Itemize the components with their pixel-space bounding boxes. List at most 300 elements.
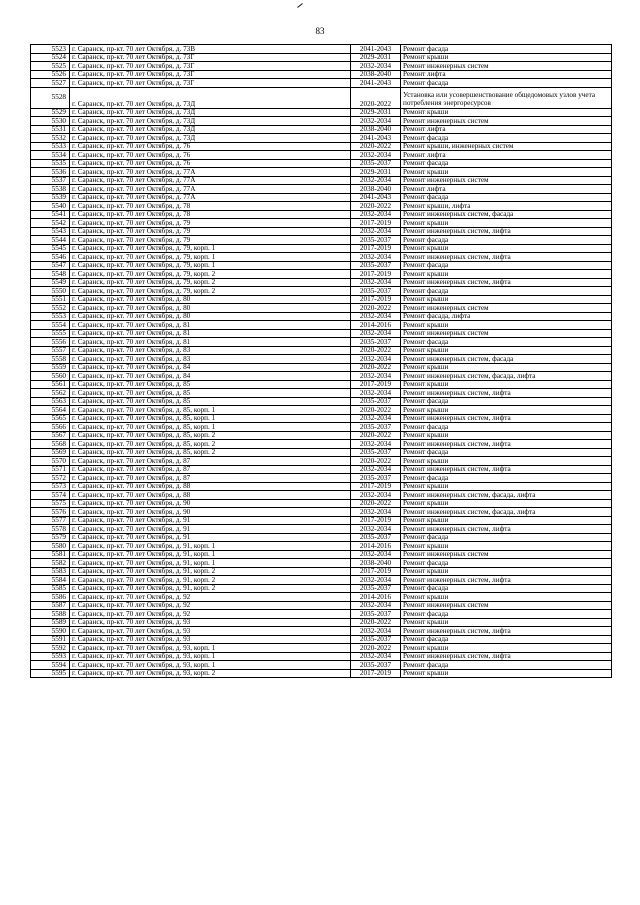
table-row [31, 593, 612, 602]
period-cell: 2035-2037 [351, 610, 401, 619]
address-cell: г. Саранск, пр-кт. 70 лет Октября, д. 79 [70, 227, 351, 236]
period-cell: 2032-2034 [351, 414, 401, 423]
work-type-cell: Ремонт инженерных систем, лифта [401, 627, 612, 636]
work-type-cell: Ремонт фасада [401, 134, 612, 143]
period-cell: 2032-2034 [351, 176, 401, 185]
table-row [31, 372, 612, 381]
work-type-cell: Ремонт фасада [401, 584, 612, 593]
row-number: 5585 [31, 584, 70, 593]
period-cell: 2032-2034 [351, 525, 401, 534]
row-number: 5534 [31, 151, 70, 160]
row-number: 5540 [31, 202, 70, 211]
row-number: 5527 [31, 79, 70, 88]
address-cell: г. Саранск, пр-кт. 70 лет Октября, д. 76 [70, 151, 351, 160]
row-number: 5578 [31, 525, 70, 534]
row-number: 5537 [31, 176, 70, 185]
address-cell: г. Саранск, пр-кт. 70 лет Октября, д. 91 [70, 533, 351, 542]
table-row [31, 329, 612, 338]
address-cell: г. Саранск, пр-кт. 70 лет Октября, д. 79, корп. 1 [70, 261, 351, 270]
work-type-cell: Ремонт крыши [401, 108, 612, 117]
table-row [31, 474, 612, 483]
address-cell: г. Саранск, пр-кт. 70 лет Октября, д. 73Г [70, 79, 351, 88]
work-type-cell: Ремонт инженерных систем, фасада, лифта [401, 508, 612, 517]
period-cell: 2014-2016 [351, 542, 401, 551]
work-type-cell: Ремонт инженерных систем [401, 329, 612, 338]
work-type-cell: Ремонт лифта [401, 70, 612, 79]
repair-schedule-table [30, 44, 612, 678]
table-row [31, 431, 612, 440]
work-type-cell: Ремонт инженерных систем, фасада, лифта [401, 491, 612, 500]
work-type-cell: Ремонт фасада [401, 193, 612, 202]
table-row [31, 168, 612, 177]
address-cell: г. Саранск, пр-кт. 70 лет Октября, д. 87 [70, 474, 351, 483]
table-row [31, 533, 612, 542]
period-cell: 2029-2031 [351, 108, 401, 117]
address-cell: г. Саранск, пр-кт. 70 лет Октября, д. 90 [70, 499, 351, 508]
period-cell: 2041-2043 [351, 45, 401, 54]
table-row [31, 652, 612, 661]
period-cell: 2032-2034 [351, 62, 401, 71]
address-cell: г. Саранск, пр-кт. 70 лет Октября, д. 91, корп. 1 [70, 542, 351, 551]
period-cell: 2020-2022 [351, 304, 401, 313]
table-row [31, 159, 612, 168]
row-number: 5550 [31, 287, 70, 296]
table-row [31, 457, 612, 466]
table-row [31, 87, 612, 108]
row-number: 5568 [31, 440, 70, 449]
period-cell: 2020-2022 [351, 499, 401, 508]
table-row [31, 380, 612, 389]
row-number: 5558 [31, 355, 70, 364]
table-row [31, 440, 612, 449]
period-cell: 2017-2019 [351, 482, 401, 491]
work-type-cell: Ремонт крыши [401, 295, 612, 304]
period-cell: 2032-2034 [351, 652, 401, 661]
row-number: 5567 [31, 431, 70, 440]
period-cell: 2035-2037 [351, 338, 401, 347]
work-type-cell: Ремонт фасада [401, 533, 612, 542]
period-cell: 2035-2037 [351, 661, 401, 670]
table-row [31, 108, 612, 117]
work-type-cell: Ремонт фасада [401, 635, 612, 644]
row-number: 5557 [31, 346, 70, 355]
period-cell: 2020-2022 [351, 618, 401, 627]
address-cell: г. Саранск, пр-кт. 70 лет Октября, д. 80 [70, 304, 351, 313]
period-cell: 2032-2034 [351, 389, 401, 398]
period-cell: 2017-2019 [351, 270, 401, 279]
row-number: 5580 [31, 542, 70, 551]
period-cell: 2032-2034 [351, 329, 401, 338]
period-cell: 2032-2034 [351, 627, 401, 636]
row-number: 5530 [31, 117, 70, 126]
table-row [31, 414, 612, 423]
address-cell: г. Саранск, пр-кт. 70 лет Октября, д. 81 [70, 338, 351, 347]
address-cell: г. Саранск, пр-кт. 70 лет Октября, д. 76 [70, 142, 351, 151]
address-cell: г. Саранск, пр-кт. 70 лет Октября, д. 91, корп. 2 [70, 584, 351, 593]
period-cell: 2014-2016 [351, 593, 401, 602]
row-number: 5566 [31, 423, 70, 432]
table-row [31, 389, 612, 398]
row-number: 5545 [31, 244, 70, 253]
table-row [31, 465, 612, 474]
address-cell: г. Саранск, пр-кт. 70 лет Октября, д. 85 [70, 389, 351, 398]
address-cell: г. Саранск, пр-кт. 70 лет Октября, д. 79 [70, 236, 351, 245]
period-cell: 2029-2031 [351, 53, 401, 62]
row-number: 5574 [31, 491, 70, 500]
address-cell: г. Саранск, пр-кт. 70 лет Октября, д. 85, корп. 2 [70, 431, 351, 440]
period-cell: 2032-2034 [351, 253, 401, 262]
row-number: 5539 [31, 193, 70, 202]
table-row [31, 270, 612, 279]
table-row [31, 321, 612, 330]
table-row [31, 550, 612, 559]
address-cell: г. Саранск, пр-кт. 70 лет Октября, д. 80 [70, 312, 351, 321]
address-cell: г. Саранск, пр-кт. 70 лет Октября, д. 78 [70, 210, 351, 219]
work-type-cell: Ремонт крыши [401, 669, 612, 678]
address-cell: г. Саранск, пр-кт. 70 лет Октября, д. 92 [70, 601, 351, 610]
table-row [31, 253, 612, 262]
table-row [31, 516, 612, 525]
row-number: 5547 [31, 261, 70, 270]
work-type-cell: Ремонт лифта [401, 151, 612, 160]
period-cell: 2035-2037 [351, 474, 401, 483]
work-type-cell: Ремонт инженерных систем [401, 550, 612, 559]
row-number: 5592 [31, 644, 70, 653]
period-cell: 2038-2040 [351, 185, 401, 194]
work-type-cell: Ремонт крыши [401, 321, 612, 330]
table-row [31, 567, 612, 576]
table-row [31, 618, 612, 627]
row-number: 5582 [31, 559, 70, 568]
work-type-cell: Ремонт крыши [401, 219, 612, 228]
row-number: 5552 [31, 304, 70, 313]
period-cell: 2032-2034 [351, 508, 401, 517]
row-number: 5579 [31, 533, 70, 542]
table-row [31, 499, 612, 508]
work-type-cell: Ремонт крыши [401, 168, 612, 177]
table-row [31, 295, 612, 304]
period-cell: 2035-2037 [351, 448, 401, 457]
table-row [31, 287, 612, 296]
address-cell: г. Саранск, пр-кт. 70 лет Октября, д. 91 [70, 516, 351, 525]
table-row [31, 610, 612, 619]
address-cell: г. Саранск, пр-кт. 70 лет Октября, д. 85, корп. 1 [70, 406, 351, 415]
work-type-cell: Ремонт инженерных систем, фасада [401, 355, 612, 364]
address-cell: г. Саранск, пр-кт. 70 лет Октября, д. 88 [70, 491, 351, 500]
address-cell: г. Саранск, пр-кт. 70 лет Октября, д. 93 [70, 627, 351, 636]
table-row [31, 278, 612, 287]
address-cell: г. Саранск, пр-кт. 70 лет Октября, д. 88 [70, 482, 351, 491]
work-type-cell: Ремонт крыши [401, 406, 612, 415]
row-number: 5535 [31, 159, 70, 168]
table-row [31, 176, 612, 185]
period-cell: 2035-2037 [351, 397, 401, 406]
table-row [31, 185, 612, 194]
row-number: 5562 [31, 389, 70, 398]
period-cell: 2017-2019 [351, 567, 401, 576]
period-cell: 2032-2034 [351, 491, 401, 500]
period-cell: 2041-2043 [351, 193, 401, 202]
row-number: 5595 [31, 669, 70, 678]
work-type-cell: Ремонт инженерных систем, лифта [401, 414, 612, 423]
address-cell: г. Саранск, пр-кт. 70 лет Октября, д. 93, корп. 1 [70, 652, 351, 661]
work-type-cell: Ремонт фасада [401, 423, 612, 432]
row-number: 5553 [31, 312, 70, 321]
period-cell: 2020-2022 [351, 644, 401, 653]
period-cell: 2035-2037 [351, 584, 401, 593]
work-type-cell: Ремонт фасада [401, 559, 612, 568]
work-type-cell: Ремонт крыши, инженерных систем [401, 142, 612, 151]
work-type-cell: Ремонт крыши [401, 363, 612, 372]
row-number: 5555 [31, 329, 70, 338]
address-cell: г. Саранск, пр-кт. 70 лет Октября, д. 93, корп. 1 [70, 644, 351, 653]
period-cell: 2032-2034 [351, 465, 401, 474]
work-type-cell: Ремонт крыши [401, 346, 612, 355]
address-cell: г. Саранск, пр-кт. 70 лет Октября, д. 79, корп. 1 [70, 253, 351, 262]
table-row [31, 508, 612, 517]
table-row [31, 635, 612, 644]
table-row [31, 45, 612, 54]
work-type-cell: Установка или усовершенствование общедомовых узлов учета потребления энергоресурсов [401, 87, 612, 108]
work-type-cell: Ремонт инженерных систем [401, 117, 612, 126]
address-cell: г. Саранск, пр-кт. 70 лет Октября, д. 73Г [70, 53, 351, 62]
address-cell: г. Саранск, пр-кт. 70 лет Октября, д. 80 [70, 295, 351, 304]
row-number: 5594 [31, 661, 70, 670]
work-type-cell: Ремонт крыши [401, 593, 612, 602]
row-number: 5525 [31, 62, 70, 71]
period-cell: 2035-2037 [351, 287, 401, 296]
address-cell: г. Саранск, пр-кт. 70 лет Октября, д. 87 [70, 457, 351, 466]
address-cell: г. Саранск, пр-кт. 70 лет Октября, д. 84 [70, 372, 351, 381]
row-number: 5531 [31, 125, 70, 134]
work-type-cell: Ремонт крыши [401, 567, 612, 576]
row-number: 5576 [31, 508, 70, 517]
table-row [31, 448, 612, 457]
row-number: 5575 [31, 499, 70, 508]
address-cell: г. Саранск, пр-кт. 70 лет Октября, д. 77А [70, 185, 351, 194]
period-cell: 2020-2022 [351, 363, 401, 372]
table-row [31, 134, 612, 143]
period-cell: 2032-2034 [351, 210, 401, 219]
address-cell: г. Саранск, пр-кт. 70 лет Октября, д. 79 [70, 219, 351, 228]
row-number: 5529 [31, 108, 70, 117]
work-type-cell: Ремонт инженерных систем, лифта [401, 278, 612, 287]
work-type-cell: Ремонт фасада [401, 448, 612, 457]
row-number: 5591 [31, 635, 70, 644]
row-number: 5556 [31, 338, 70, 347]
address-cell: г. Саранск, пр-кт. 70 лет Октября, д. 92 [70, 610, 351, 619]
row-number: 5551 [31, 295, 70, 304]
work-type-cell: Ремонт инженерных систем, лифта [401, 576, 612, 585]
period-cell: 2020-2022 [351, 431, 401, 440]
period-cell: 2020-2022 [351, 202, 401, 211]
address-cell: г. Саранск, пр-кт. 70 лет Октября, д. 73Д [70, 134, 351, 143]
row-number: 5590 [31, 627, 70, 636]
row-number: 5577 [31, 516, 70, 525]
table-row [31, 304, 612, 313]
row-number: 5548 [31, 270, 70, 279]
row-number: 5564 [31, 406, 70, 415]
table-row [31, 491, 612, 500]
work-type-cell: Ремонт крыши [401, 270, 612, 279]
table-row [31, 62, 612, 71]
work-type-cell: Ремонт фасада, лифта [401, 312, 612, 321]
work-type-cell: Ремонт крыши [401, 380, 612, 389]
address-cell: г. Саранск, пр-кт. 70 лет Октября, д. 77А [70, 168, 351, 177]
address-cell: г. Саранск, пр-кт. 70 лет Октября, д. 79, корп. 2 [70, 278, 351, 287]
address-cell: г. Саранск, пр-кт. 70 лет Октября, д. 84 [70, 363, 351, 372]
work-type-cell: Ремонт крыши [401, 499, 612, 508]
address-cell: г. Саранск, пр-кт. 70 лет Октября, д. 85 [70, 397, 351, 406]
table-row [31, 406, 612, 415]
period-cell: 2017-2019 [351, 380, 401, 389]
row-number: 5573 [31, 482, 70, 491]
period-cell: 2020-2022 [351, 346, 401, 355]
row-number: 5572 [31, 474, 70, 483]
address-cell: г. Саранск, пр-кт. 70 лет Октября, д. 73Д [70, 125, 351, 134]
work-type-cell: Ремонт фасада [401, 287, 612, 296]
address-cell: г. Саранск, пр-кт. 70 лет Октября, д. 79, корп. 2 [70, 287, 351, 296]
table-row [31, 151, 612, 160]
row-number: 5541 [31, 210, 70, 219]
period-cell: 2017-2019 [351, 244, 401, 253]
address-cell: г. Саранск, пр-кт. 70 лет Октября, д. 77А [70, 176, 351, 185]
address-cell: г. Саранск, пр-кт. 70 лет Октября, д. 73Д [70, 117, 351, 126]
address-cell: г. Саранск, пр-кт. 70 лет Октября, д. 93 [70, 618, 351, 627]
address-cell: г. Саранск, пр-кт. 70 лет Октября, д. 85, корп. 1 [70, 414, 351, 423]
work-type-cell: Ремонт инженерных систем, лифта [401, 227, 612, 236]
table-row [31, 142, 612, 151]
row-number: 5524 [31, 53, 70, 62]
period-cell: 2041-2043 [351, 134, 401, 143]
row-number: 5559 [31, 363, 70, 372]
period-cell: 2017-2019 [351, 516, 401, 525]
work-type-cell: Ремонт фасада [401, 261, 612, 270]
work-type-cell: Ремонт крыши [401, 244, 612, 253]
period-cell: 2032-2034 [351, 372, 401, 381]
period-cell: 2032-2034 [351, 227, 401, 236]
work-type-cell: Ремонт инженерных систем [401, 304, 612, 313]
address-cell: г. Саранск, пр-кт. 70 лет Октября, д. 73Г [70, 70, 351, 79]
table-row [31, 202, 612, 211]
work-type-cell: Ремонт крыши [401, 53, 612, 62]
address-cell: г. Саранск, пр-кт. 70 лет Октября, д. 93, корп. 1 [70, 661, 351, 670]
table-row [31, 397, 612, 406]
period-cell: 2035-2037 [351, 261, 401, 270]
address-cell: г. Саранск, пр-кт. 70 лет Октября, д. 91, корп. 2 [70, 567, 351, 576]
work-type-cell: Ремонт фасада [401, 338, 612, 347]
work-type-cell: Ремонт крыши [401, 457, 612, 466]
period-cell: 2020-2022 [351, 142, 401, 151]
table-row [31, 338, 612, 347]
work-type-cell: Ремонт фасада [401, 159, 612, 168]
table-row [31, 525, 612, 534]
address-cell: г. Саранск, пр-кт. 70 лет Октября, д. 83 [70, 346, 351, 355]
table-row [31, 627, 612, 636]
row-number: 5560 [31, 372, 70, 381]
period-cell: 2035-2037 [351, 236, 401, 245]
table-row [31, 117, 612, 126]
row-number: 5563 [31, 397, 70, 406]
address-cell: г. Саранск, пр-кт. 70 лет Октября, д. 81 [70, 321, 351, 330]
address-cell: г. Саранск, пр-кт. 70 лет Октября, д. 85 [70, 380, 351, 389]
table-row [31, 482, 612, 491]
work-type-cell: Ремонт инженерных систем [401, 62, 612, 71]
table-row [31, 227, 612, 236]
work-type-cell: Ремонт инженерных систем, лифта [401, 652, 612, 661]
period-cell: 2020-2022 [351, 406, 401, 415]
work-type-cell: Ремонт инженерных систем [401, 601, 612, 610]
row-number: 5589 [31, 618, 70, 627]
period-cell: 2032-2034 [351, 278, 401, 287]
row-number: 5536 [31, 168, 70, 177]
row-number: 5561 [31, 380, 70, 389]
period-cell: 2017-2019 [351, 219, 401, 228]
address-cell: г. Саранск, пр-кт. 70 лет Октября, д. 91, корп. 1 [70, 559, 351, 568]
table-row [31, 661, 612, 670]
work-type-cell: Ремонт крыши [401, 644, 612, 653]
row-number: 5528 [31, 87, 70, 108]
row-number: 5587 [31, 601, 70, 610]
row-number: 5543 [31, 227, 70, 236]
work-type-cell: Ремонт инженерных систем, лифта [401, 465, 612, 474]
table-row [31, 79, 612, 88]
work-type-cell: Ремонт инженерных систем, лифта [401, 389, 612, 398]
table-row [31, 125, 612, 134]
period-cell: 2017-2019 [351, 295, 401, 304]
address-cell: г. Саранск, пр-кт. 70 лет Октября, д. 92 [70, 593, 351, 602]
pen-mark-icon [297, 3, 303, 8]
period-cell: 2032-2034 [351, 550, 401, 559]
work-type-cell: Ремонт инженерных систем, лифта [401, 440, 612, 449]
work-type-cell: Ремонт инженерных систем, фасада [401, 210, 612, 219]
row-number: 5586 [31, 593, 70, 602]
address-cell: г. Саранск, пр-кт. 70 лет Октября, д. 85, корп. 2 [70, 448, 351, 457]
period-cell: 2017-2019 [351, 669, 401, 678]
address-cell: г. Саранск, пр-кт. 70 лет Октября, д. 73Д [70, 87, 351, 108]
period-cell: 2041-2043 [351, 79, 401, 88]
work-type-cell: Ремонт крыши [401, 542, 612, 551]
table-row [31, 423, 612, 432]
period-cell: 2035-2037 [351, 423, 401, 432]
table-row [31, 355, 612, 364]
work-type-cell: Ремонт фасада [401, 397, 612, 406]
row-number: 5593 [31, 652, 70, 661]
address-cell: г. Саранск, пр-кт. 70 лет Октября, д. 83 [70, 355, 351, 364]
address-cell: г. Саранск, пр-кт. 70 лет Октября, д. 79, корп. 2 [70, 270, 351, 279]
row-number: 5533 [31, 142, 70, 151]
row-number: 5570 [31, 457, 70, 466]
address-cell: г. Саранск, пр-кт. 70 лет Октября, д. 93 [70, 635, 351, 644]
period-cell: 2035-2037 [351, 635, 401, 644]
work-type-cell: Ремонт инженерных систем [401, 176, 612, 185]
table-row [31, 584, 612, 593]
address-cell: г. Саранск, пр-кт. 70 лет Октября, д. 73Г [70, 62, 351, 71]
period-cell: 2032-2034 [351, 312, 401, 321]
address-cell: г. Саранск, пр-кт. 70 лет Октября, д. 77А [70, 193, 351, 202]
period-cell: 2032-2034 [351, 601, 401, 610]
row-number: 5546 [31, 253, 70, 262]
period-cell: 2032-2034 [351, 117, 401, 126]
row-number: 5569 [31, 448, 70, 457]
work-type-cell: Ремонт инженерных систем, фасада, лифта [401, 372, 612, 381]
row-number: 5549 [31, 278, 70, 287]
period-cell: 2020-2022 [351, 457, 401, 466]
table-row [31, 261, 612, 270]
address-cell: г. Саранск, пр-кт. 70 лет Октября, д. 91 [70, 525, 351, 534]
period-cell: 2032-2034 [351, 151, 401, 160]
row-number: 5538 [31, 185, 70, 194]
